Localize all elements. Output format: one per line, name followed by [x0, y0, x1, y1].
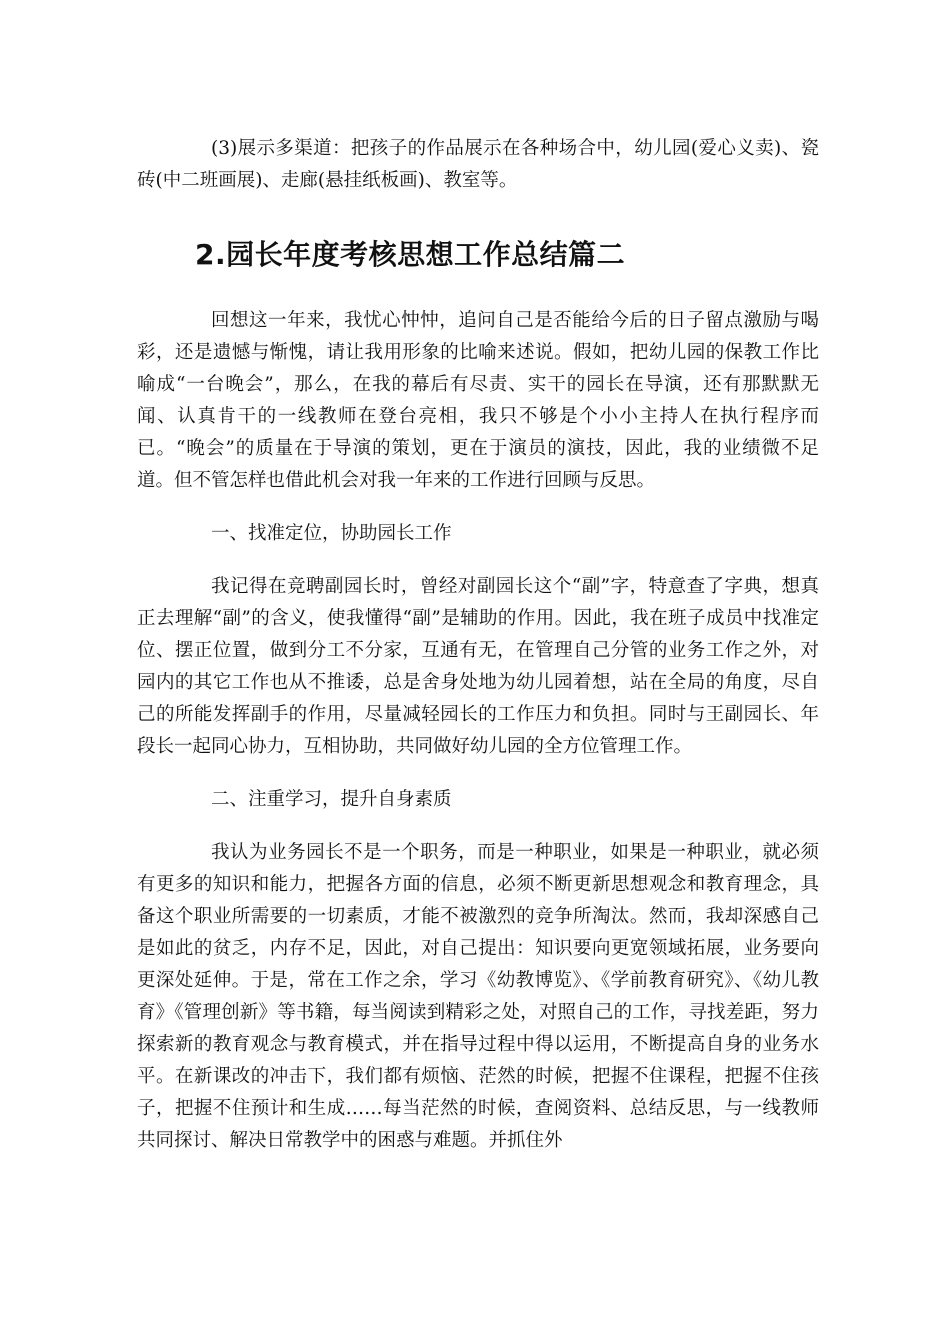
- spacer: [137, 197, 819, 235]
- spacer: [137, 816, 819, 837]
- subsection-1-paragraph: 我记得在竞聘副园长时，曾经对副园长这个“副”字，特意查了字典，想真正去理解“副”的含义，使我懂得“副”是辅助的作用。因此，我在班子成员中找准定位、摆正位置，做到分工不分家，互通有无，在管理自己分管的业务工作之外，对园内的其它工作也从不推诿，总是舍身处地为幼儿园着想，站在全局的角度，尽自己的所能发挥副手的作用，尽量减轻园长的工作压力和负担。同时与王副园长、年段长一起同心协力，互相协助，共同做好幼儿园的全方位管理工作。: [137, 576, 819, 757]
- section-title: 2.园长年度考核思想工作总结篇二: [195, 238, 626, 271]
- spacer: [137, 550, 819, 571]
- spacer: [137, 497, 819, 518]
- subsection-heading-2: 二、注重学习，提升自身素质: [211, 789, 452, 810]
- spacer: [137, 763, 819, 784]
- subsection-2-paragraph: 我认为业务园长不是一个职务，而是一种职业，如果是一种职业，就必须有更多的知识和能力，把握各方面的信息，必须不断更新思想观念和教育理念，具备这个职业所需要的一切素质，才能不被激烈的竞争所淘汰。然而，我却深感自己是如此的贫乏，内存不足，因此，对自己提出：知识要向更宽领域拓展，业务要向更深处延伸。于是，常在工作之余，学习《幼教博览》、《学前教育研究》、《幼儿教育》《管理创新》等书籍，每当阅读到精彩之处，对照自己的工作，寻找差距，努力探索新的教育观念与教育模式，并在指导过程中得以运用，不断提高自身的业务水平。在新课改的冲击下，我们都有烦恼、茫然的时候，把握不住课程，把握不住孩子，把握不住预计和生成……每当茫然的时候，查阅资料、总结反思，与一线教师共同探讨、解决日常教学中的困惑与难题。并抓住外: [137, 842, 819, 1151]
- intro-paragraph: (3)展示多渠道：把孩子的作品展示在各种场合中，幼儿园(爱心义卖)、瓷砖(中二班画展)、走廊(悬挂纸板画)、教室等。: [137, 138, 819, 191]
- subsection-heading-1: 一、找准定位，协助园长工作: [211, 523, 452, 544]
- body-paragraph: 回想这一年来，我忧心忡忡，追问自己是否能给今后的日子留点激励与喝彩，还是遗憾与惭愧，请让我用形象的比喻来述说。假如，把幼儿园的保教工作比喻成“一台晚会”，那么，在我的幕后有尽责、实干的园长在导演，还有那默默无闻、认真肯干的一线教师在登台亮相，我只不够是个小小主持人在执行程序而已。“晚会”的质量在于导演的策划，更在于演员的演技，因此，我的业绩微不足道。但不管怎样也借此机会对我一年来的工作进行回顾与反思。: [137, 310, 819, 491]
- spacer: [137, 275, 819, 305]
- document-content: [137, 133, 819, 1157]
